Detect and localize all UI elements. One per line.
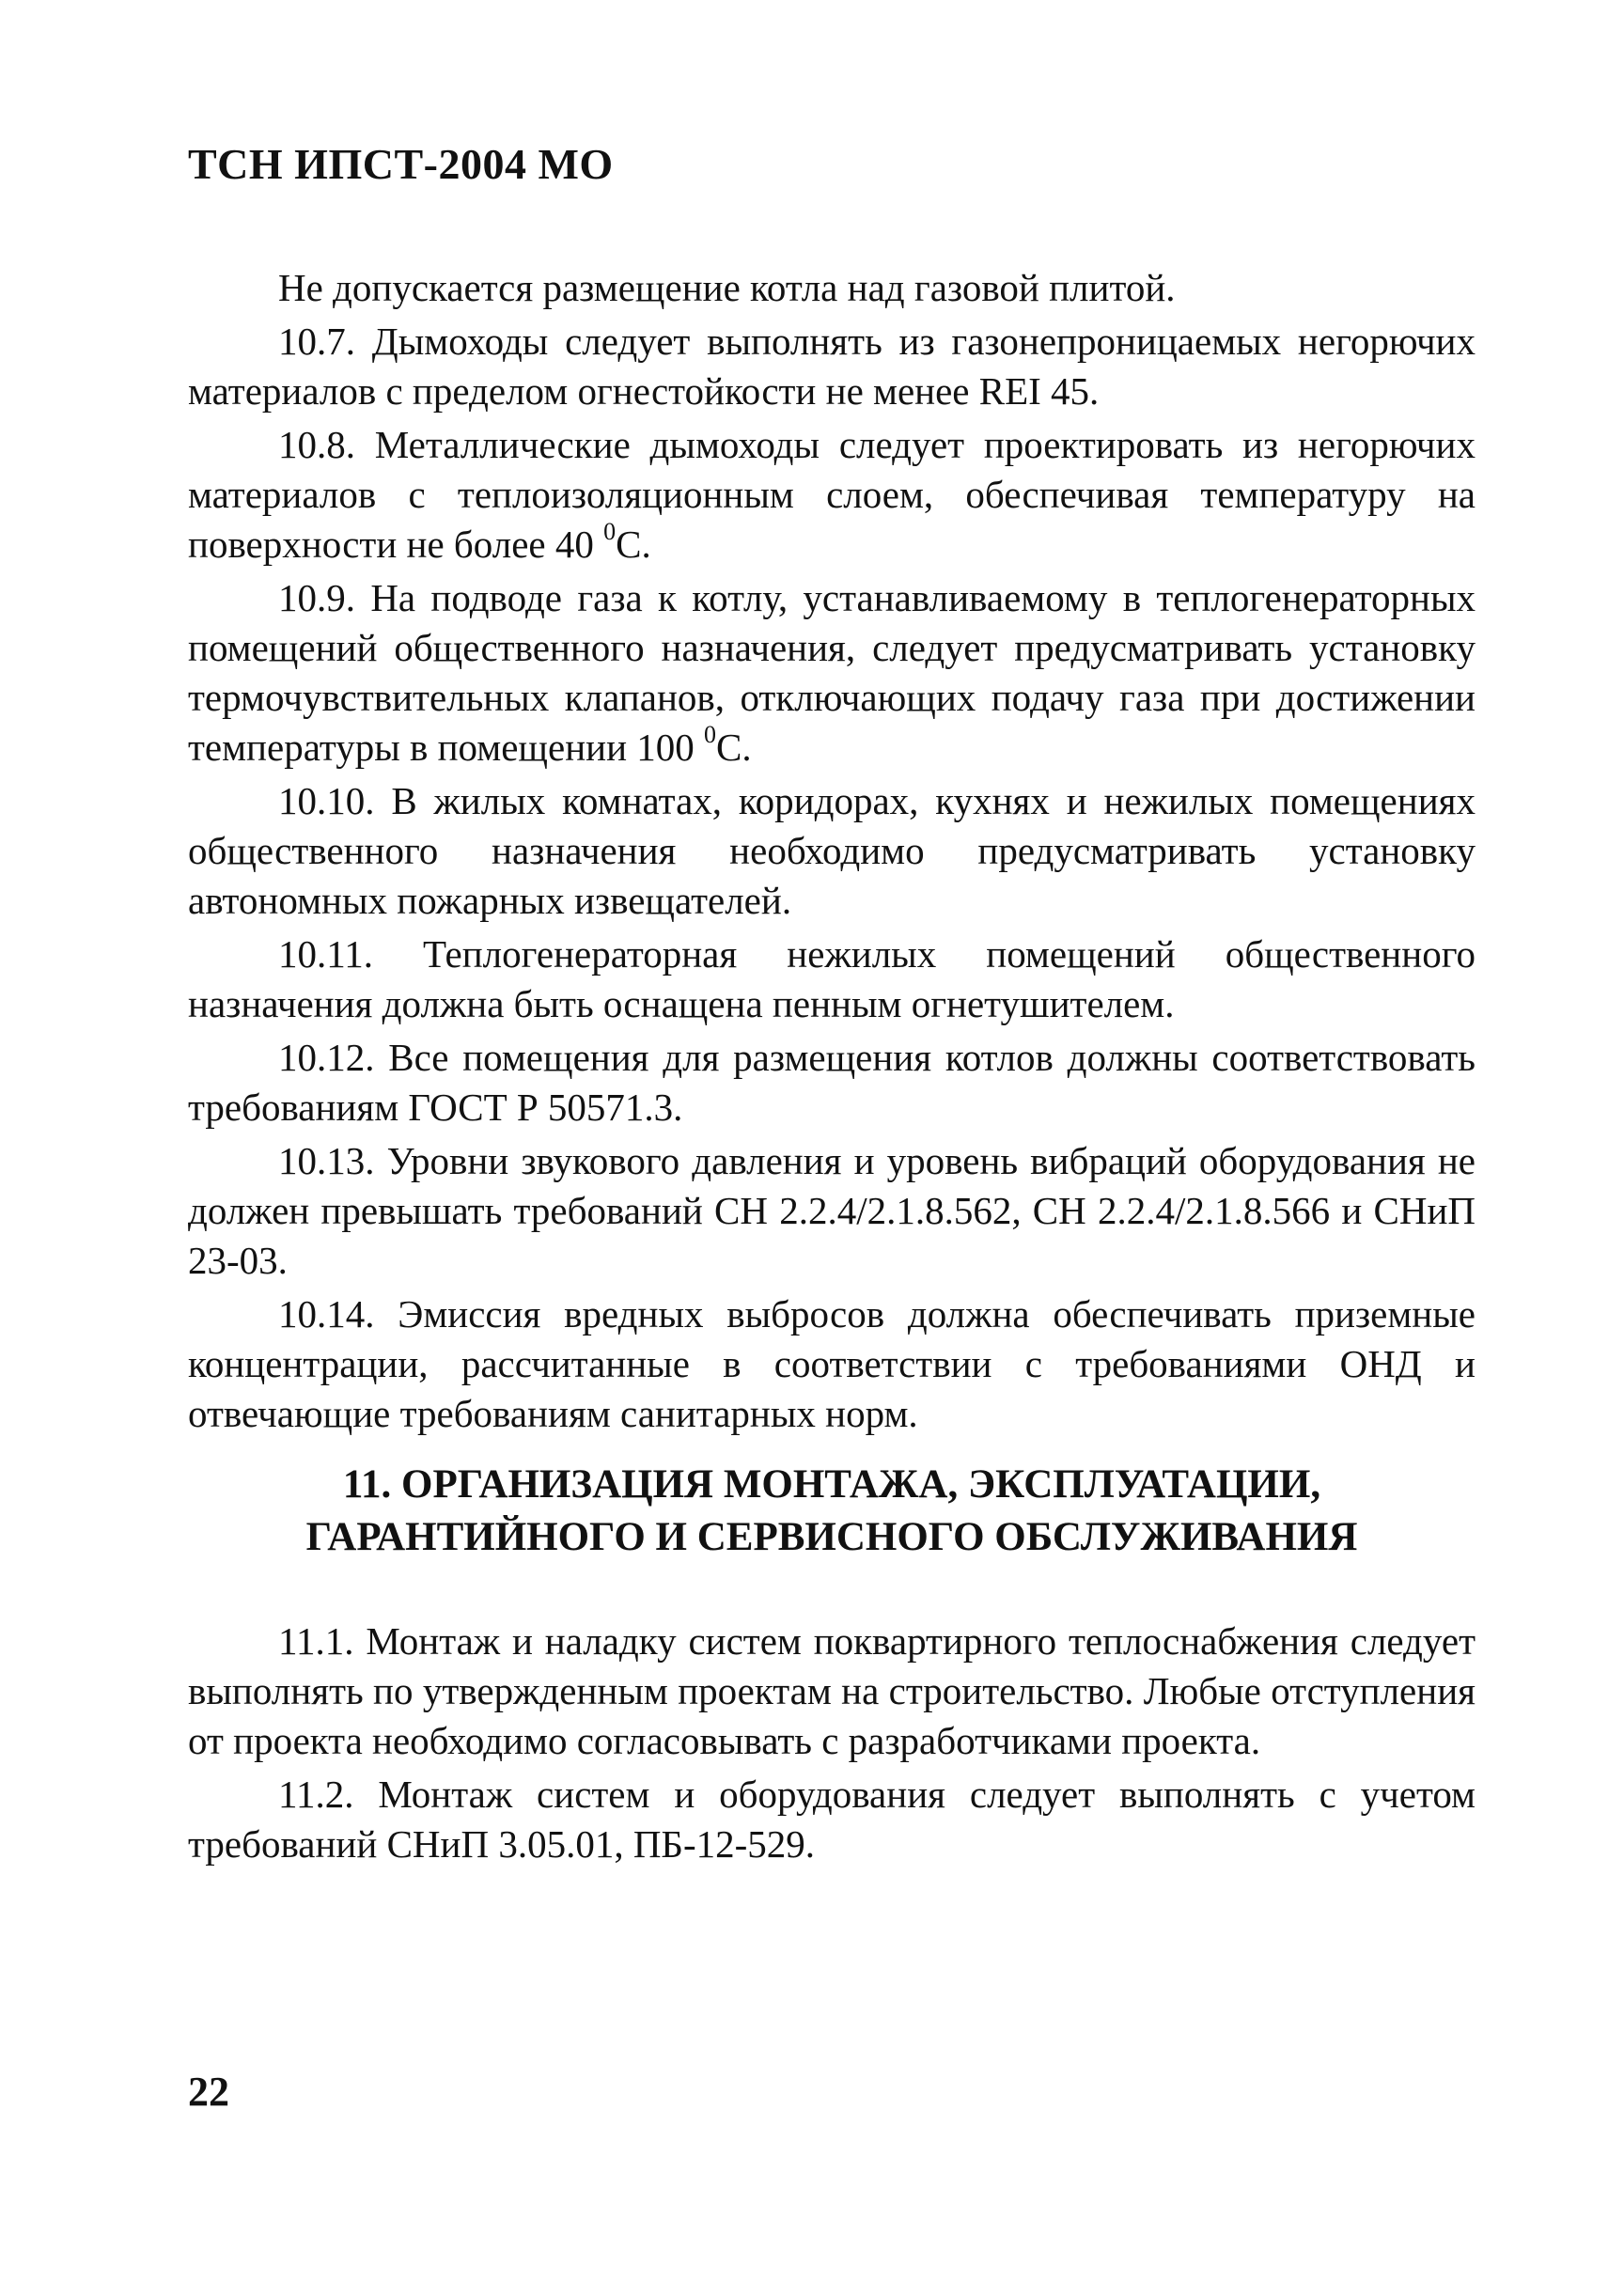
paragraph-10-9	[188, 573, 1476, 773]
paragraph-11-1: 11.1. Монтаж и наладку систем поквартирного теплоснабжения следует выполнять по утвержденным проектам на строительство. Любые отступления от проекта необходимо согласовывать с разработчиками проекта.	[188, 1619, 1476, 1762]
paragraph-10-8-text: 10.8. Металлические дымоходы следует проектировать из негорючих материалов с теплоизоляционным слоем, обеспечивая температуру на поверхности не более 40	[188, 423, 1476, 566]
paragraph-10-11: 10.11. Теплогенераторная нежилых помещений общественного назначения должна быть оснащена пенным огнетушителем.	[188, 932, 1476, 1025]
degree-superscript: 0	[704, 721, 717, 749]
paragraph-11-2: 11.2. Монтаж систем и оборудования следует выполнять с учетом требований СНиП 3.05.01, ПБ-12-529.	[188, 1773, 1476, 1866]
paragraph-10-8	[188, 420, 1476, 570]
section-11-body	[188, 1617, 1476, 1873]
paragraph-10-9-text: 10.9. На подводе газа к котлу, устанавливаемому в теплогенераторных помещений общественного назначения, следует предусматривать установку термочувствительных клапанов, отключающих подачу газа при достижении температуры в помещении 100	[188, 576, 1476, 769]
paragraph-10-8-unit: С.	[616, 523, 651, 566]
paragraph-10-9-unit: С.	[716, 726, 752, 769]
degree-superscript: 0	[603, 518, 617, 546]
section-11-title-line-1: 11. ОРГАНИЗАЦИЯ МОНТАЖА, ЭКСПЛУАТАЦИИ,	[342, 1462, 1321, 1507]
paragraph-10-6-tail: Не допускается размещение котла над газовой плитой.	[278, 266, 1176, 309]
paragraph-10-13: 10.13. Уровни звукового давления и уровень вибраций оборудования не должен превышать требований СН 2.2.4/2.1.8.562, СН 2.2.4/2.1.8.566 и СНиП 23-03.	[188, 1139, 1476, 1282]
section-10-body	[188, 263, 1476, 1439]
page-number: 22	[188, 2069, 229, 2115]
document-header-title: ТСН ИПСТ-2004 МО	[188, 140, 614, 188]
section-11-title	[188, 1459, 1476, 1564]
paragraph-10-14: 10.14. Эмиссия вредных выбросов должна обеспечивать приземные концентрации, рассчитанные в соответствии с требованиями ОНД и отвечающие требованиям санитарных норм.	[188, 1292, 1476, 1435]
section-11-title-line-2: ГАРАНТИЙНОГО И СЕРВИСНОГО ОБСЛУЖИВАНИЯ	[305, 1515, 1358, 1559]
paragraph-10-12: 10.12. Все помещения для размещения котлов должны соответствовать требованиям ГОСТ Р 50571.3.	[188, 1036, 1476, 1129]
paragraph-10-7: 10.7. Дымоходы следует выполнять из газонепроницаемых негорючих материалов с пределом огнестойкости не менее REI 45.	[188, 320, 1476, 413]
paragraph-10-10: 10.10. В жилых комнатах, коридорах, кухнях и нежилых помещениях общественного назначения необходимо предусматривать установку автономных пожарных извещателей.	[188, 779, 1476, 922]
